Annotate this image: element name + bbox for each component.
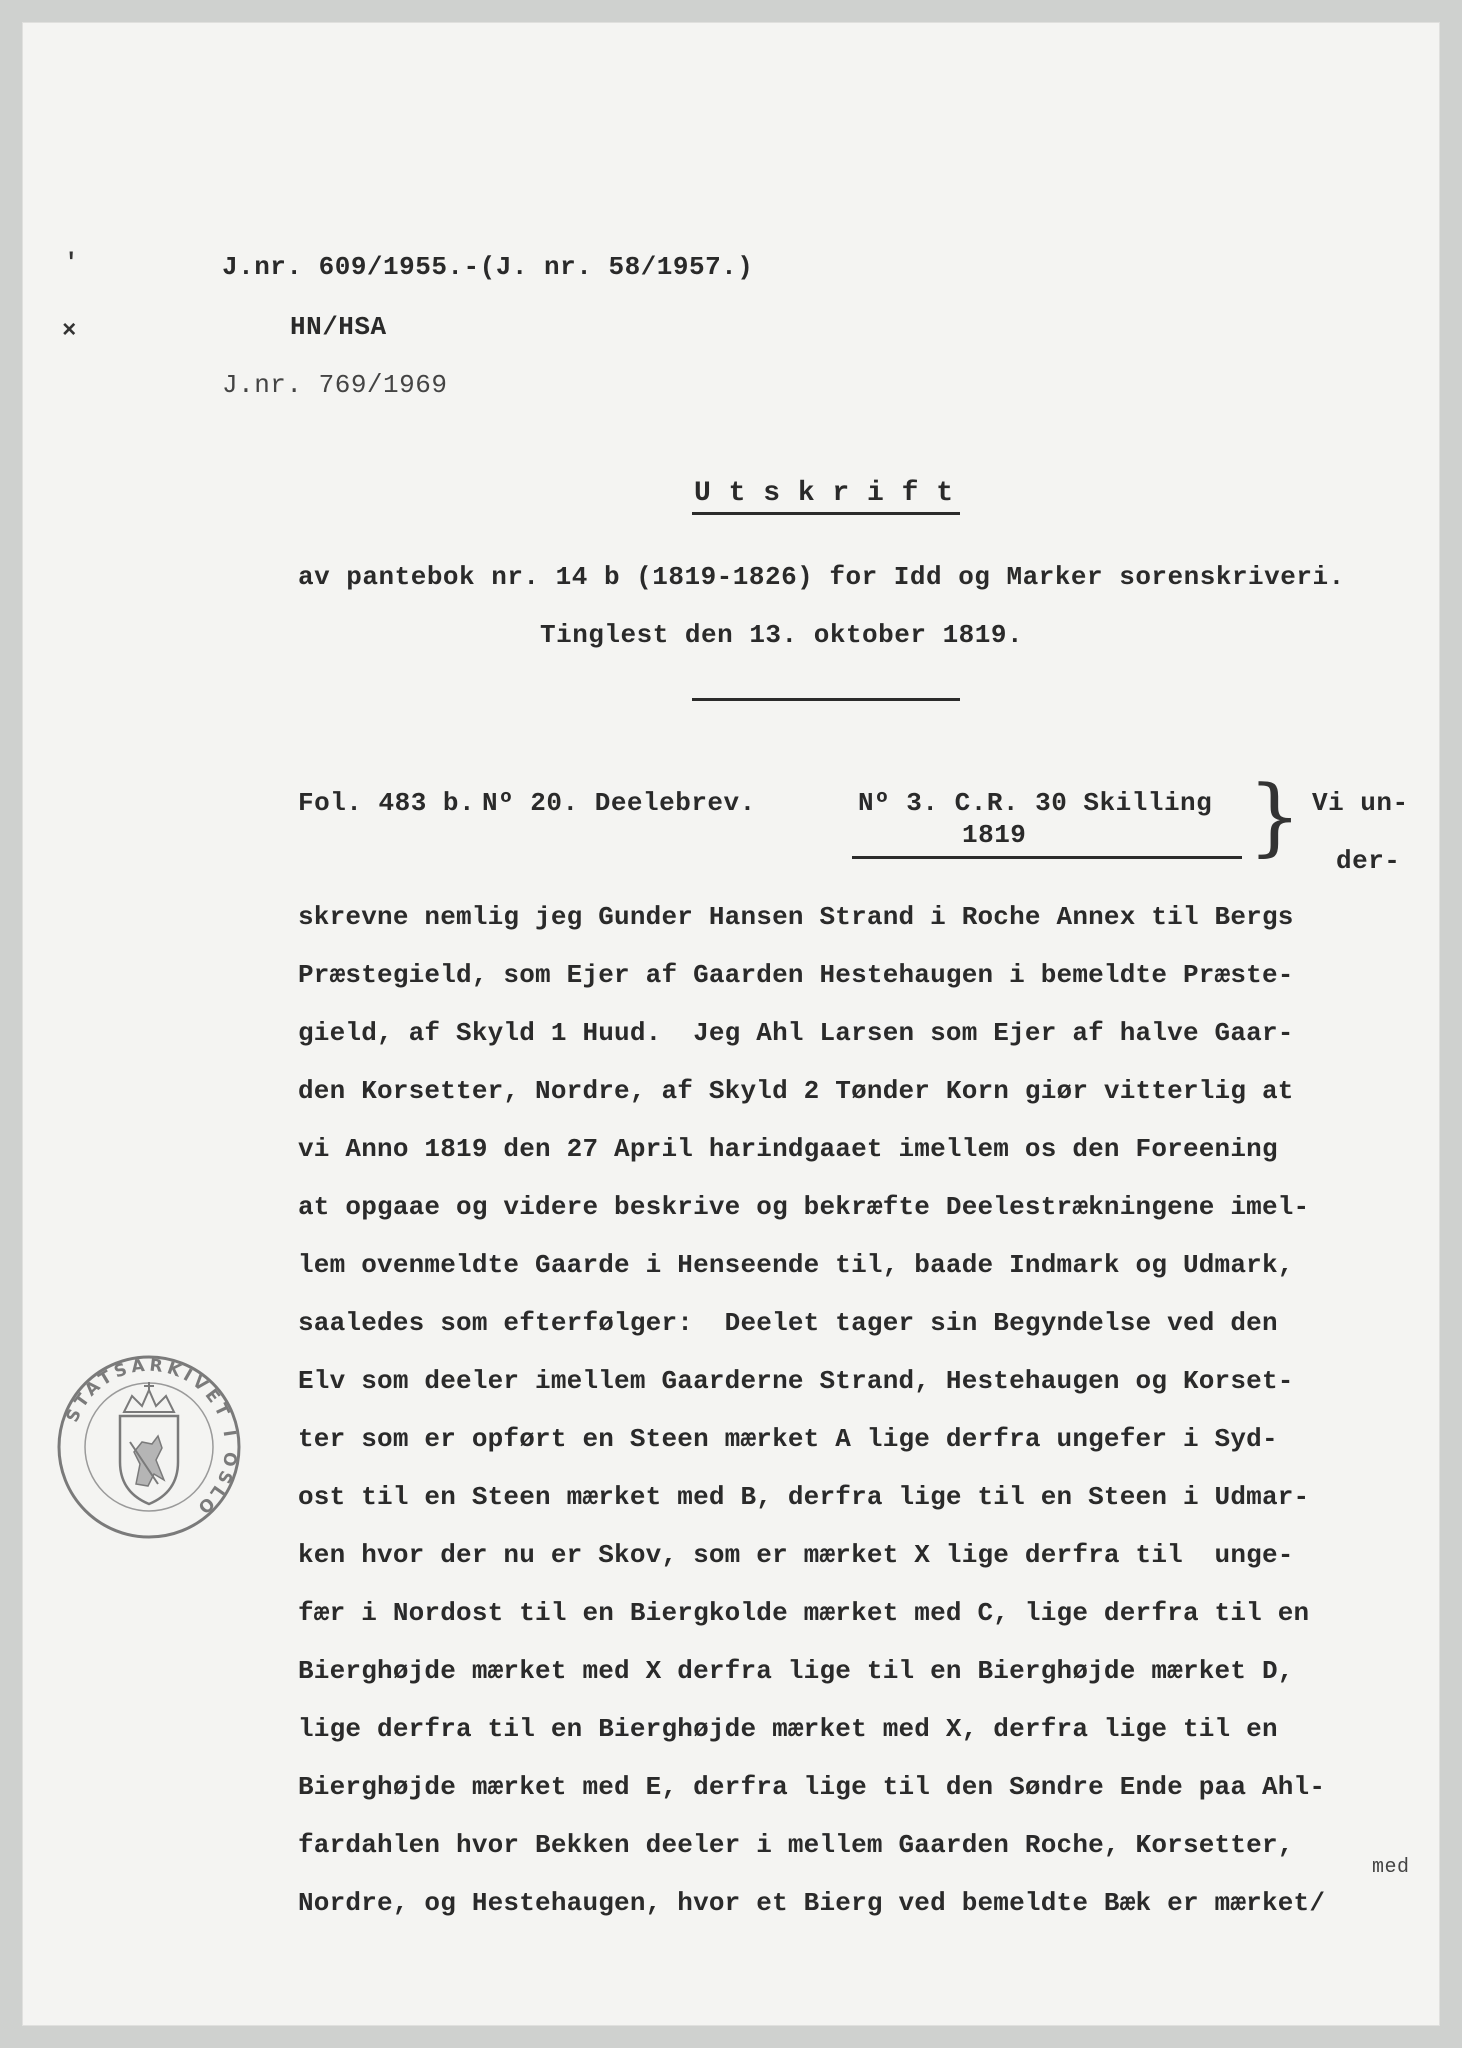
entry-underline	[852, 856, 1242, 859]
body-line: Bierghøjde mærket med E, derfra lige til den Søndre Ende paa Ahl-	[298, 1772, 1326, 1802]
archive-seal-stamp	[54, 1352, 244, 1542]
body-line: Bierghøjde mærket med X derfra lige til en Bierghøjde mærket D,	[298, 1656, 1294, 1686]
body-line: Nordre, og Hestehaugen, hvor et Bierg ved bemeldte Bæk er mærket/	[298, 1888, 1326, 1918]
journal-reference-2: J.nr. 769/1969	[222, 370, 448, 400]
body-line: ter som er opført en Steen mærket A lige derfra ungefer i Syd-	[298, 1424, 1278, 1454]
margin-tick-mark: '	[64, 250, 79, 277]
entry-number: Nº 20. Deelebrev.	[482, 788, 756, 818]
entry-year: 1819	[962, 820, 1027, 850]
margin-cross-mark: ×	[62, 318, 77, 345]
seal-icon	[54, 1352, 244, 1542]
document-title: U t s k r i f t	[694, 478, 954, 509]
body-line: saaledes som efterfølger: Deelet tager sin Begyndelse ved den	[298, 1308, 1278, 1338]
initials: HN/HSA	[290, 312, 387, 342]
curly-brace-mark: }	[1248, 767, 1302, 865]
body-line: fær i Nordost til en Biergkolde mærket med C, lige derfra til en	[298, 1598, 1310, 1628]
body-line: at opgaae og videre beskrive og bekræfte Deelestrækningene imel-	[298, 1192, 1310, 1222]
svg-text:STATSARKIVET I OSLO	[63, 1356, 241, 1520]
body-line: Præstegield, som Ejer af Gaarden Hestehaugen i bemeldte Præste-	[298, 960, 1294, 990]
journal-reference: J.nr. 609/1955.-(J. nr. 58/1957.)	[222, 252, 754, 282]
document-page	[22, 22, 1440, 2026]
body-start-fragment-1: Vi un-	[1312, 788, 1409, 818]
body-start-fragment-2: der-	[1336, 846, 1401, 876]
body-line: den Korsetter, Nordre, af Skyld 2 Tønder Korn giør vitterlig at	[298, 1076, 1294, 1106]
subtitle-line-1: av pantebok nr. 14 b (1819-1826) for Idd og Marker sorenskriveri.	[298, 562, 1345, 592]
body-line: lem ovenmeldte Gaarde i Henseende til, baade Indmark og Udmark,	[298, 1250, 1294, 1280]
body-line: ken hvor der nu er Skov, som er mærket X lige derfra til unge-	[298, 1540, 1294, 1570]
subtitle-line-2: Tinglest den 13. oktober 1819.	[540, 620, 1024, 650]
body-line: fardahlen hvor Bekken deeler i mellem Gaarden Roche, Korsetter,	[298, 1830, 1294, 1860]
body-line: skrevne nemlig jeg Gunder Hansen Strand i Roche Annex til Bergs	[298, 902, 1294, 932]
section-divider	[692, 698, 960, 701]
body-line: vi Anno 1819 den 27 April harindgaaet imellem os den Foreening	[298, 1134, 1278, 1164]
title-underline	[692, 512, 960, 515]
body-line: gield, af Skyld 1 Huud. Jeg Ahl Larsen som Ejer af halve Gaar-	[298, 1018, 1294, 1048]
body-line: ost til en Steen mærket med B, derfra lige til en Steen i Udmar-	[298, 1482, 1310, 1512]
body-line: lige derfra til en Bierghøjde mærket med X, derfra lige til en	[298, 1714, 1278, 1744]
seal-text: STATSARKIVET I OSLO	[62, 1355, 241, 1520]
stamp-duty-number: Nº 3. C.R. 30 Skilling	[858, 788, 1213, 818]
marginal-note: med	[1372, 1856, 1410, 1879]
body-line: Elv som deeler imellem Gaarderne Strand, Hestehaugen og Korset-	[298, 1366, 1294, 1396]
folio-number: Fol. 483 b.	[298, 788, 476, 818]
